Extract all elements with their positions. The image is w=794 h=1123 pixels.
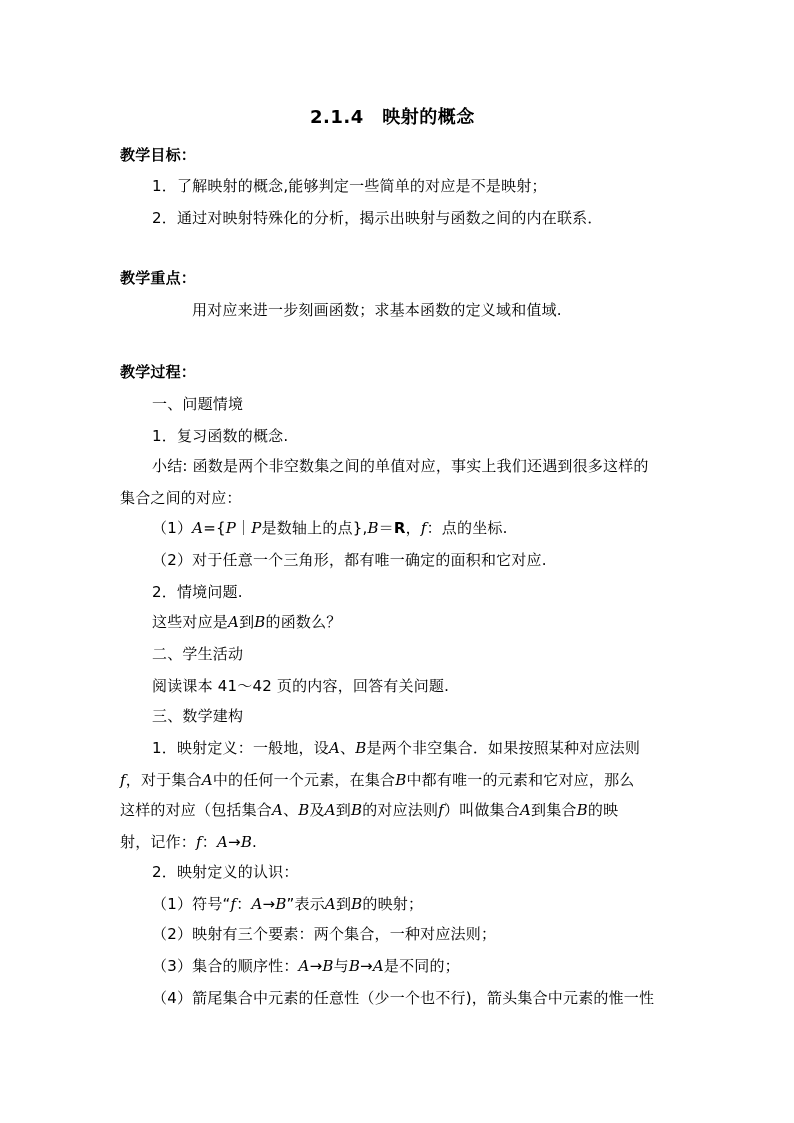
- var-b: B: [322, 957, 334, 975]
- var-a: A: [519, 801, 532, 819]
- text-span: 到: [335, 895, 352, 913]
- text-span: ，对于集合: [125, 771, 202, 789]
- text-span: ，: [405, 519, 421, 537]
- text-span: 的函数么？: [265, 613, 342, 631]
- goal-item-1: 1．了解映射的概念,能够判定一些简单的对应是不是映射；: [152, 177, 547, 195]
- var-b: B: [254, 613, 266, 631]
- var-a: A: [272, 801, 284, 819]
- var-b: B: [395, 771, 407, 789]
- example-1: [152, 518, 508, 538]
- text-span: （3）集合的顺序性：: [152, 957, 299, 975]
- var-p: P: [225, 519, 237, 537]
- text-span: 、: [340, 739, 356, 757]
- understanding-item-4: （4）箭尾集合中元素的任意性（少一个也不行)，箭头集合中元素的惟一性: [152, 989, 655, 1007]
- var-a: A: [328, 739, 340, 757]
- paragraph-understanding: 2．映射定义的认识：: [152, 863, 299, 881]
- example-2: （2）对于任意一个三角形，都有唯一确定的面积和它对应.: [152, 551, 547, 569]
- section-problem-situation: 一、问题情境: [152, 395, 244, 413]
- arrow-symbol: →: [228, 833, 241, 851]
- text-span: ：: [201, 833, 217, 851]
- text-span: 、: [283, 801, 299, 819]
- text-span: （1）: [152, 519, 193, 537]
- paragraph-summary-cont: 集合之间的对应：: [120, 489, 242, 507]
- text-span: 这些对应是: [152, 613, 229, 631]
- text-span: 是数轴上的点},: [261, 519, 368, 537]
- text-span: 1．映射定义：一般地，设: [152, 739, 329, 757]
- var-b: B: [240, 833, 253, 851]
- definition-line-3: [120, 800, 618, 820]
- var-a: A: [192, 519, 204, 537]
- var-f: f: [420, 519, 427, 537]
- text-span: ：: [236, 895, 252, 913]
- goal-item-2: 2．通过对映射特殊化的分析，揭示出映射与函数之间的内在联系．: [152, 209, 603, 227]
- var-a: A: [324, 895, 336, 913]
- paragraph-review: 1．复习函数的概念.: [152, 427, 289, 445]
- var-a: A: [201, 771, 213, 789]
- question-line: [152, 612, 342, 632]
- var-b: B: [351, 895, 363, 913]
- text-span: ＝: [378, 519, 394, 537]
- var-f: f: [120, 771, 126, 789]
- arrow-symbol: →: [309, 957, 323, 975]
- text-span: 的映射；: [362, 895, 424, 913]
- text-span: 这样的对应（包括集合: [120, 801, 273, 819]
- var-p: P: [251, 519, 262, 537]
- var-b: B: [355, 739, 367, 757]
- var-b: B: [298, 801, 310, 819]
- text-span: 到集合: [531, 801, 577, 819]
- text-span: 的对应法则: [362, 801, 439, 819]
- understanding-item-3: [152, 956, 460, 976]
- paragraph-situation-problem: 2．情境问题.: [152, 583, 243, 601]
- text-span: 的映: [587, 801, 619, 819]
- arrow-symbol: →: [360, 957, 373, 975]
- var-a: A: [216, 833, 229, 851]
- var-b: B: [275, 895, 287, 913]
- text-span: 与: [333, 957, 349, 975]
- var-b: B: [576, 801, 588, 819]
- text-span: ={: [203, 519, 226, 537]
- text-span: 射，记作：: [120, 833, 197, 851]
- text-span: ）叫做集合: [443, 801, 520, 819]
- focus-heading: 教学重点：: [120, 269, 197, 287]
- paragraph-reading: 阅读课本 41～42 页的内容，回答有关问题.: [152, 677, 450, 695]
- understanding-item-2: （2）映射有三个要素：两个集合，一种对应法则；: [152, 925, 497, 943]
- definition-line-4: [120, 832, 257, 852]
- section-math-construction: 三、数学建构: [152, 707, 244, 725]
- text-span: 中的任何一个元素，在集合: [212, 771, 396, 789]
- definition-line-1: [152, 738, 640, 758]
- text-span: ｜: [236, 519, 252, 537]
- text-span: 及: [309, 801, 325, 819]
- var-f: f: [438, 801, 444, 819]
- definition-line-2: [120, 770, 634, 790]
- text-span: 到: [335, 801, 351, 819]
- text-span: 是不同的；: [383, 957, 460, 975]
- real-set-symbol: R: [393, 519, 406, 537]
- section-student-activity: 二、学生活动: [152, 645, 244, 663]
- arrow-symbol: →: [262, 895, 276, 913]
- var-a: A: [228, 613, 240, 631]
- var-a: A: [324, 801, 336, 819]
- text-span: （1）符号“: [152, 895, 231, 913]
- text-span: 到: [239, 613, 255, 631]
- var-a: A: [251, 895, 263, 913]
- var-a: A: [372, 957, 384, 975]
- goals-heading: 教学目标：: [120, 146, 197, 164]
- text-span: ：点的坐标.: [426, 519, 508, 537]
- text-span: 是两个非空集合．如果按照某种对应法则: [366, 739, 641, 757]
- page-title: 2.1.4 映射的概念: [310, 107, 475, 128]
- paragraph-summary: 小结: 函数是两个非空数集之间的单值对应，事实上我们还遇到很多这样的: [152, 457, 649, 475]
- text-span: 中都有唯一的元素和它对应，那么: [406, 771, 635, 789]
- var-f: f: [196, 833, 202, 851]
- var-f: f: [230, 895, 237, 913]
- var-b: B: [350, 801, 363, 819]
- text-span: ”表示: [286, 895, 325, 913]
- process-heading: 教学过程：: [120, 363, 197, 381]
- var-a: A: [298, 957, 310, 975]
- focus-text: 用对应来进一步刻画函数；求基本函数的定义域和值域.: [192, 301, 562, 319]
- var-b: B: [348, 957, 361, 975]
- text-span: .: [252, 833, 258, 851]
- understanding-item-1: [152, 894, 423, 914]
- var-b: B: [367, 519, 379, 537]
